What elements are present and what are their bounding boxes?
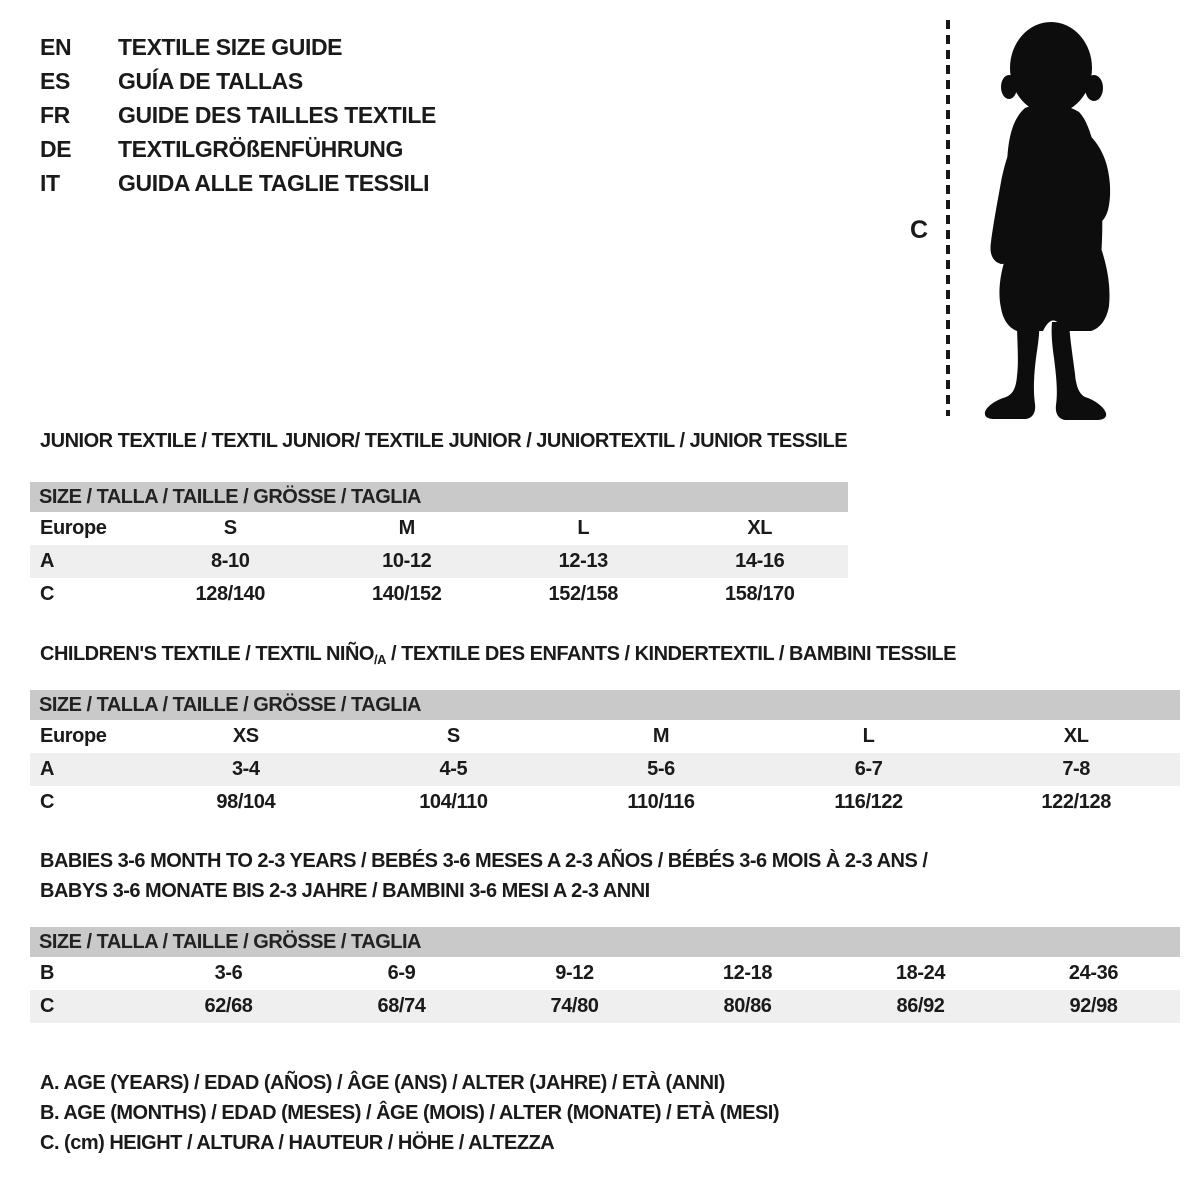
height-cell: 98/104	[216, 791, 276, 813]
table-row-europe	[30, 512, 848, 545]
height-cell: 122/128	[1041, 791, 1111, 813]
age-cell: 8-10	[211, 550, 250, 572]
language-code: EN	[40, 33, 72, 60]
size-cell: M	[652, 725, 670, 747]
age-cell: 3-4	[231, 758, 260, 780]
table-row-age	[30, 753, 1180, 786]
legend-line-a: A. AGE (YEARS) / EDAD (AÑOS) / ÂGE (ANS) / ALTER (JAHRE) / ETÀ (ANNI)	[40, 1072, 725, 1094]
language-row-de	[40, 132, 436, 166]
table-row-age	[30, 545, 848, 578]
age-cell: 4-5	[439, 758, 468, 780]
junior-section-title: JUNIOR TEXTILE / TEXTIL JUNIOR/ TEXTILE JUNIOR / JUNIORTEXTIL / JUNIOR TESSILE	[40, 430, 848, 452]
height-cell: 80/86	[723, 995, 772, 1017]
size-header-bar: SIZE / TALLA / TAILLE / GRÖSSE / TAGLIA	[30, 927, 1180, 957]
language-row-en	[40, 30, 436, 64]
babies-size-table	[30, 927, 1180, 1023]
legend-line-c: C. (cm) HEIGHT / ALTURA / HAUTEUR / HÖHE / ALTEZZA	[40, 1132, 555, 1154]
height-cell: 104/110	[419, 791, 488, 813]
children-title-subscript: /A	[373, 652, 386, 667]
babies-section-title-line1: BABIES 3-6 MONTH TO 2-3 YEARS / BEBÉS 3-6 MESES A 2-3 AÑOS / BÉBÉS 3-6 MOIS À 2-3 ANS /	[40, 850, 928, 872]
language-row-es	[40, 64, 436, 98]
junior-size-table	[30, 482, 848, 611]
language-title: TEXTILGRÖßENFÜHRUNG	[118, 135, 403, 162]
age-cell: 5-6	[647, 758, 675, 780]
size-cell: M	[398, 517, 415, 539]
age-cell: 12-18	[722, 962, 773, 984]
children-title-text: CHILDREN'S TEXTILE / TEXTIL NIÑO	[40, 643, 374, 665]
height-cell: 158/170	[725, 583, 795, 605]
language-title: GUIDE DES TAILLES TEXTILE	[118, 101, 436, 128]
age-cell: 12-13	[558, 550, 608, 572]
height-cell: 152/158	[548, 583, 618, 605]
baby-silhouette-icon	[963, 16, 1143, 421]
row-label: C	[40, 583, 55, 605]
children-section-title	[40, 643, 956, 667]
row-label: A	[40, 758, 55, 780]
height-cell: 86/92	[896, 995, 945, 1017]
children-size-table	[30, 690, 1180, 819]
age-cell: 9-12	[555, 962, 594, 984]
age-cell: 6-9	[387, 962, 416, 984]
row-label: B	[40, 962, 55, 984]
table-row-height	[30, 990, 1180, 1023]
babies-section-title-line2: BABYS 3-6 MONATE BIS 2-3 JAHRE / BAMBINI 3-6 MESI A 2-3 ANNI	[40, 880, 650, 902]
row-label: C	[40, 995, 55, 1017]
size-header-bar: SIZE / TALLA / TAILLE / GRÖSSE / TAGLIA	[30, 482, 848, 512]
language-code: DE	[40, 135, 72, 162]
language-title: GUIDA ALLE TAGLIE TESSILI	[118, 169, 430, 196]
language-code: FR	[40, 101, 70, 128]
legend-line-b: B. AGE (MONTHS) / EDAD (MESES) / ÂGE (MOIS) / ALTER (MONATE) / ETÀ (MESI)	[40, 1102, 780, 1124]
row-label: C	[40, 791, 55, 813]
height-cell: 128/140	[195, 583, 265, 605]
size-cell: XL	[1063, 725, 1089, 747]
row-label: Europe	[40, 725, 107, 747]
size-cell: L	[862, 725, 875, 747]
language-row-it	[40, 166, 436, 200]
age-cell: 6-7	[854, 758, 883, 780]
height-measure-label: C	[910, 216, 929, 244]
table-row-europe	[30, 720, 1180, 753]
language-title: GUÍA DE TALLAS	[118, 67, 303, 94]
size-cell: XS	[232, 725, 259, 747]
size-cell: L	[577, 517, 590, 539]
height-cell: 140/152	[372, 583, 442, 605]
language-code: ES	[40, 67, 70, 94]
language-row-fr	[40, 98, 436, 132]
age-cell: 18-24	[895, 962, 946, 984]
height-cell: 74/80	[550, 995, 599, 1017]
height-measure-dashed-line	[946, 20, 950, 416]
size-cell: S	[223, 517, 237, 539]
language-title: TEXTILE SIZE GUIDE	[118, 33, 343, 60]
legend	[40, 1068, 779, 1158]
size-header-bar: SIZE / TALLA / TAILLE / GRÖSSE / TAGLIA	[30, 690, 1180, 720]
table-row-height	[30, 578, 848, 611]
language-code: IT	[40, 169, 60, 196]
size-cell: XL	[747, 517, 773, 539]
age-cell: 14-16	[735, 550, 785, 572]
height-cell: 110/116	[627, 791, 695, 813]
size-cell: S	[446, 725, 460, 747]
table-row-height	[30, 786, 1180, 819]
language-list	[40, 30, 436, 200]
height-cell: 62/68	[204, 995, 253, 1017]
table-row-age-months	[30, 957, 1180, 990]
row-label: Europe	[40, 517, 107, 539]
children-title-text: / TEXTILE DES ENFANTS / KINDERTEXTIL / BAMBINI TESSILE	[385, 643, 956, 665]
age-cell: 7-8	[1062, 758, 1091, 780]
age-cell: 10-12	[382, 550, 432, 572]
height-cell: 92/98	[1069, 995, 1118, 1017]
height-cell: 116/122	[834, 791, 903, 813]
age-cell: 3-6	[214, 962, 243, 984]
age-cell: 24-36	[1068, 962, 1119, 984]
height-cell: 68/74	[377, 995, 426, 1017]
row-label: A	[40, 550, 55, 572]
